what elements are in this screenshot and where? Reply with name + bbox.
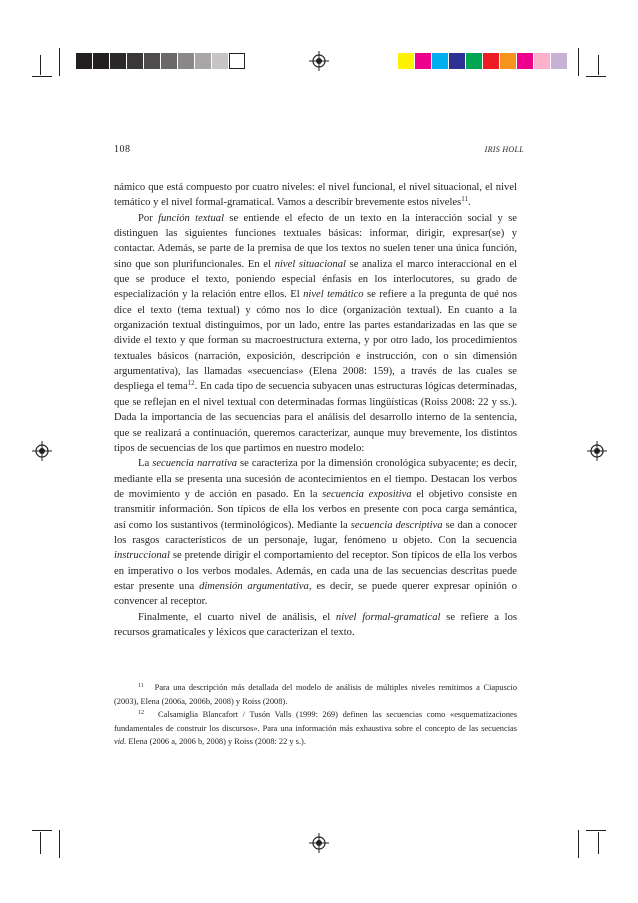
color-swatch bbox=[449, 53, 465, 69]
color-swatch bbox=[398, 53, 414, 69]
crop-mark bbox=[59, 48, 60, 76]
color-swatch bbox=[534, 53, 550, 69]
paragraph: Finalmente, el cuarto nivel de análisis, el nivel formal-gramatical se refiere a los recursos gramaticales y léxicos que caracterizan el texto. bbox=[114, 611, 517, 638]
color-swatch bbox=[500, 53, 516, 69]
color-swatch bbox=[76, 53, 92, 69]
crop-mark bbox=[40, 832, 41, 854]
page-number: 108 bbox=[114, 144, 131, 155]
registration-mark-icon bbox=[309, 51, 329, 71]
color-swatch bbox=[432, 53, 448, 69]
color-swatch bbox=[551, 53, 567, 69]
crop-mark bbox=[32, 76, 52, 77]
footnote: $^{11}$ Para una descripción más detallada del modelo de análisis de múltiples niveles remitimos a Ciapuscio (2003), Elena (2006a, 2006b, 2008) y Roiss (2008). bbox=[114, 683, 518, 706]
color-swatch bbox=[93, 53, 109, 69]
paragraph: námico que está compuesto por cuatro niveles: el nivel funcional, el nivel situacional, el nivel temático y el nivel formal-gramatical. Vamos a describir brevemente estos niveles$^{11}$. bbox=[114, 182, 517, 209]
crop-mark bbox=[598, 832, 599, 854]
crop-mark bbox=[586, 76, 606, 77]
paragraph: Por función textual se entiende el efecto de un texto en la interacción social y se distinguen las siguientes funciones textuales básicas: informar, dirigir, expresar(se) y contactar. Además, se parte de la premisa de que los textos no suelen tener una única función, sino que son plurifuncionales. En el nivel situacional se analiza el marco interaccional en el que se produce el texto, poniendo especial énfasis en los interlocutores, su grado de especialización y la relación entre ellos. El nivel temático se refiere a la pregunta de qué nos dice el texto (tema textual) y cómo nos lo dice (organización textual). En cuanto a la organización textual distinguimos, por un lado, entre las partes estandarizadas en las que se divide el texto y que forman su macroestructura externa, y por otro lado, los procedimientos textuales básicos (narración, exposición, descripción e instrucción, con o sin dimensión argumentativa), las llamadas «secuencias» (Elena 2008: 159), a través de las cuales se despliega el tema$^{12}$. En cada tipo de secuencia subyacen unas estructuras lógicas determinadas, que se reflejan en el nivel textual con determinadas formas lingüísticas (Roiss 2008: 22 y ss.). Dada la importancia de las secuencias para el análisis del desarrollo interno de la sentencia, que se realizará a continuación, queremos caracterizar, aunque muy brevemente, los distintos tipos de secuencias de los que partimos en nuestro modelo: bbox=[114, 212, 517, 454]
color-swatch bbox=[110, 53, 126, 69]
color-swatch bbox=[212, 53, 228, 69]
crop-mark bbox=[578, 48, 579, 76]
crop-mark bbox=[32, 830, 52, 831]
color-swatch bbox=[161, 53, 177, 69]
color-swatch bbox=[127, 53, 143, 69]
crop-mark bbox=[586, 830, 606, 831]
color-swatch bbox=[483, 53, 499, 69]
registration-mark-icon bbox=[587, 441, 607, 461]
color-swatch bbox=[415, 53, 431, 69]
color-swatch bbox=[229, 53, 245, 69]
crop-mark bbox=[598, 55, 599, 75]
registration-mark-icon bbox=[309, 833, 329, 853]
color-swatch bbox=[195, 53, 211, 69]
color-swatch bbox=[178, 53, 194, 69]
paragraph: La secuencia narrativa se caracteriza por la dimensión cronológica subyacente; es decir, mediante ella se presenta una sucesión de acontecimientos en el tiempo. Destacan los verbos de movimiento y de acción en pasado. En la secuencia expositiva el objetivo consiste en transmitir información. Son típicos de ella los verbos en presente con poca carga semántica, así como los sustantivos (terminológicos). Mediante la secuencia descriptiva se dan a conocer los rasgos característicos de un personaje, lugar, fenómeno u objeto. Con la secuencia instruccional se pretende dirigir el comportamiento del receptor. Son típicos de ella los verbos en imperativo o los verbos modales. Además, en cada una de las secuencias descritas puede estar presente una dimensión argumentativa, es decir, se puede querer expresar opinión o convencer al receptor. bbox=[114, 458, 518, 608]
footnote: $^{12}$ Calsamiglia Blancafort / Tusón Valls (1999: 269) definen las secuencias como «esquematizaciones fundamentales de construir los discursos». Para una información más exhaustiva sobre el concepto de las secuencias vid. Elena (2006 a, 2006 b, 2008) y Roiss (2008: 22 y s.). bbox=[114, 710, 517, 747]
running-head: IRIS HOLL bbox=[484, 145, 524, 154]
footnotes bbox=[114, 681, 517, 749]
color-swatch bbox=[466, 53, 482, 69]
registration-mark-icon bbox=[32, 441, 52, 461]
crop-mark bbox=[40, 55, 41, 75]
crop-mark bbox=[578, 830, 579, 858]
color-swatch bbox=[144, 53, 160, 69]
body-text bbox=[114, 180, 517, 640]
color-swatch bbox=[517, 53, 533, 69]
crop-mark bbox=[59, 830, 60, 858]
